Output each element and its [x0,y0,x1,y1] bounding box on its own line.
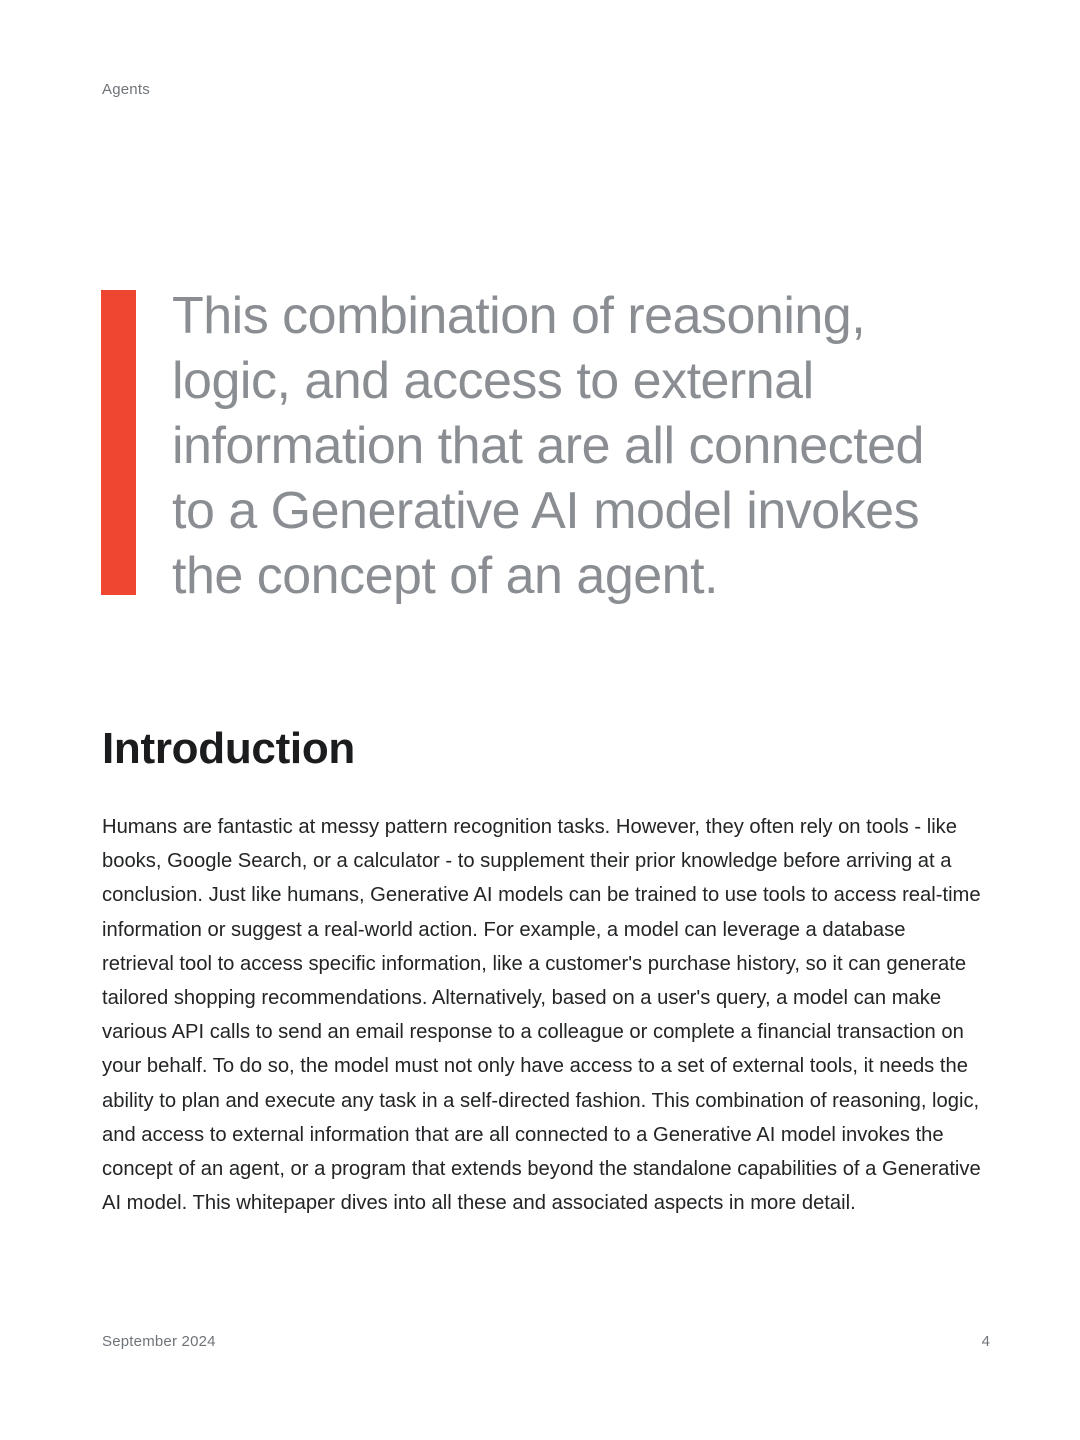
pull-quote-text: This combination of reasoning, logic, and access to external information that are all connected to a Generative AI model invokes the concept of an agent. [172,287,924,605]
body-paragraph: Humans are fantastic at messy pattern recognition tasks. However, they often rely on tools - like books, Google Search, or a calculator - to supplement their prior knowledge before arriving at a conclusion. Just like humans, Generative AI models can be trained to use tools to access real-time information or suggest a real-world action. For example, a model can leverage a database retrieval tool to access specific information, like a customer's purchase history, so it can generate tailored shopping recommendations. Alternatively, based on a user's query, a model can make various API calls to send an email response to a colleague or complete a financial transaction on your behalf. To do so, the model must not only have access to a set of external tools, it needs the ability to plan and execute any task in a self-directed fashion. This combination of reasoning, logic, and access to external information that are all connected to a Generative AI model invokes the concept of an agent, or a program that extends beyond the standalone capabilities of a Generative AI model. This whitepaper dives into all these and associated aspects in more detail. [102,816,981,1215]
running-header: Agents [102,81,150,98]
page-number: 4 [981,1333,990,1350]
quote-accent-bar [101,290,136,595]
footer-date: September 2024 [102,1333,216,1350]
section-title: Introduction [102,724,356,773]
